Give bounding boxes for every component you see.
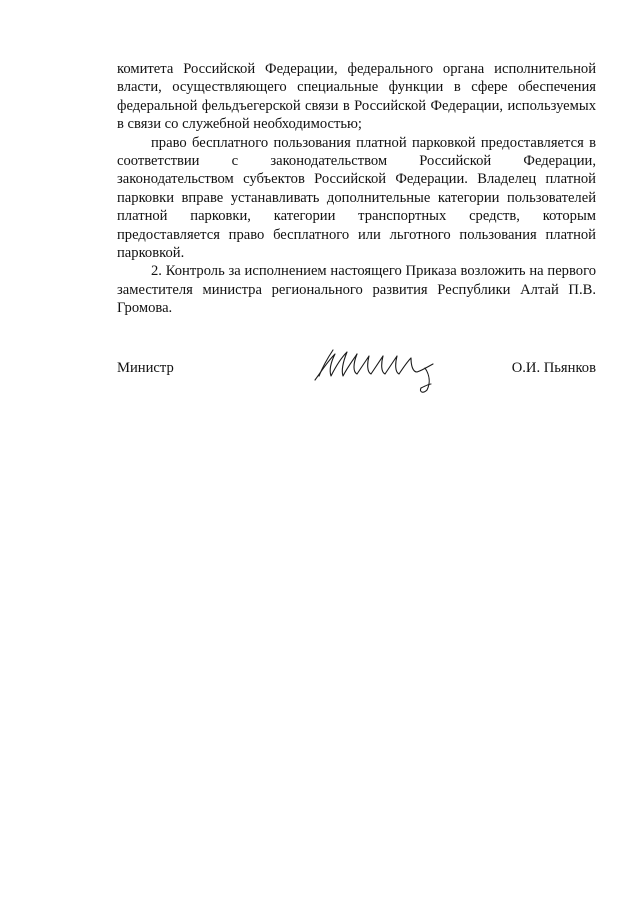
paragraph-control-clause: 2. Контроль за исполнением настоящего Приказа возложить на первого заместителя министра регионального развития Республики Алтай П.В. Громова. bbox=[117, 263, 596, 317]
handwritten-signature bbox=[313, 344, 463, 404]
document-body bbox=[117, 60, 596, 318]
paragraph-continuation: комитета Российской Федерации, федерального органа исполнительной власти, осуществляющего специальные функции в сфере обеспечения федеральной фельдъегерской связи в Российской Федерации, используемых в связи со служебной необходимостью; bbox=[117, 61, 596, 133]
signatory-position: Министр bbox=[117, 360, 174, 376]
signature-block bbox=[117, 348, 596, 408]
paragraph-free-parking-right: право бесплатного пользования платной парковкой предоставляется в соответствии с законодательством Российской Федерации, законодательством субъектов Российской Федерации. Владелец платной парковки вправе устанавливать дополнительные категории пользователей платной парковки, категории транспортных средств, которым предоставляется право бесплатного или льготного пользования платной парковкой. bbox=[117, 134, 596, 262]
signatory-name: О.И. Пьянков bbox=[511, 360, 596, 376]
